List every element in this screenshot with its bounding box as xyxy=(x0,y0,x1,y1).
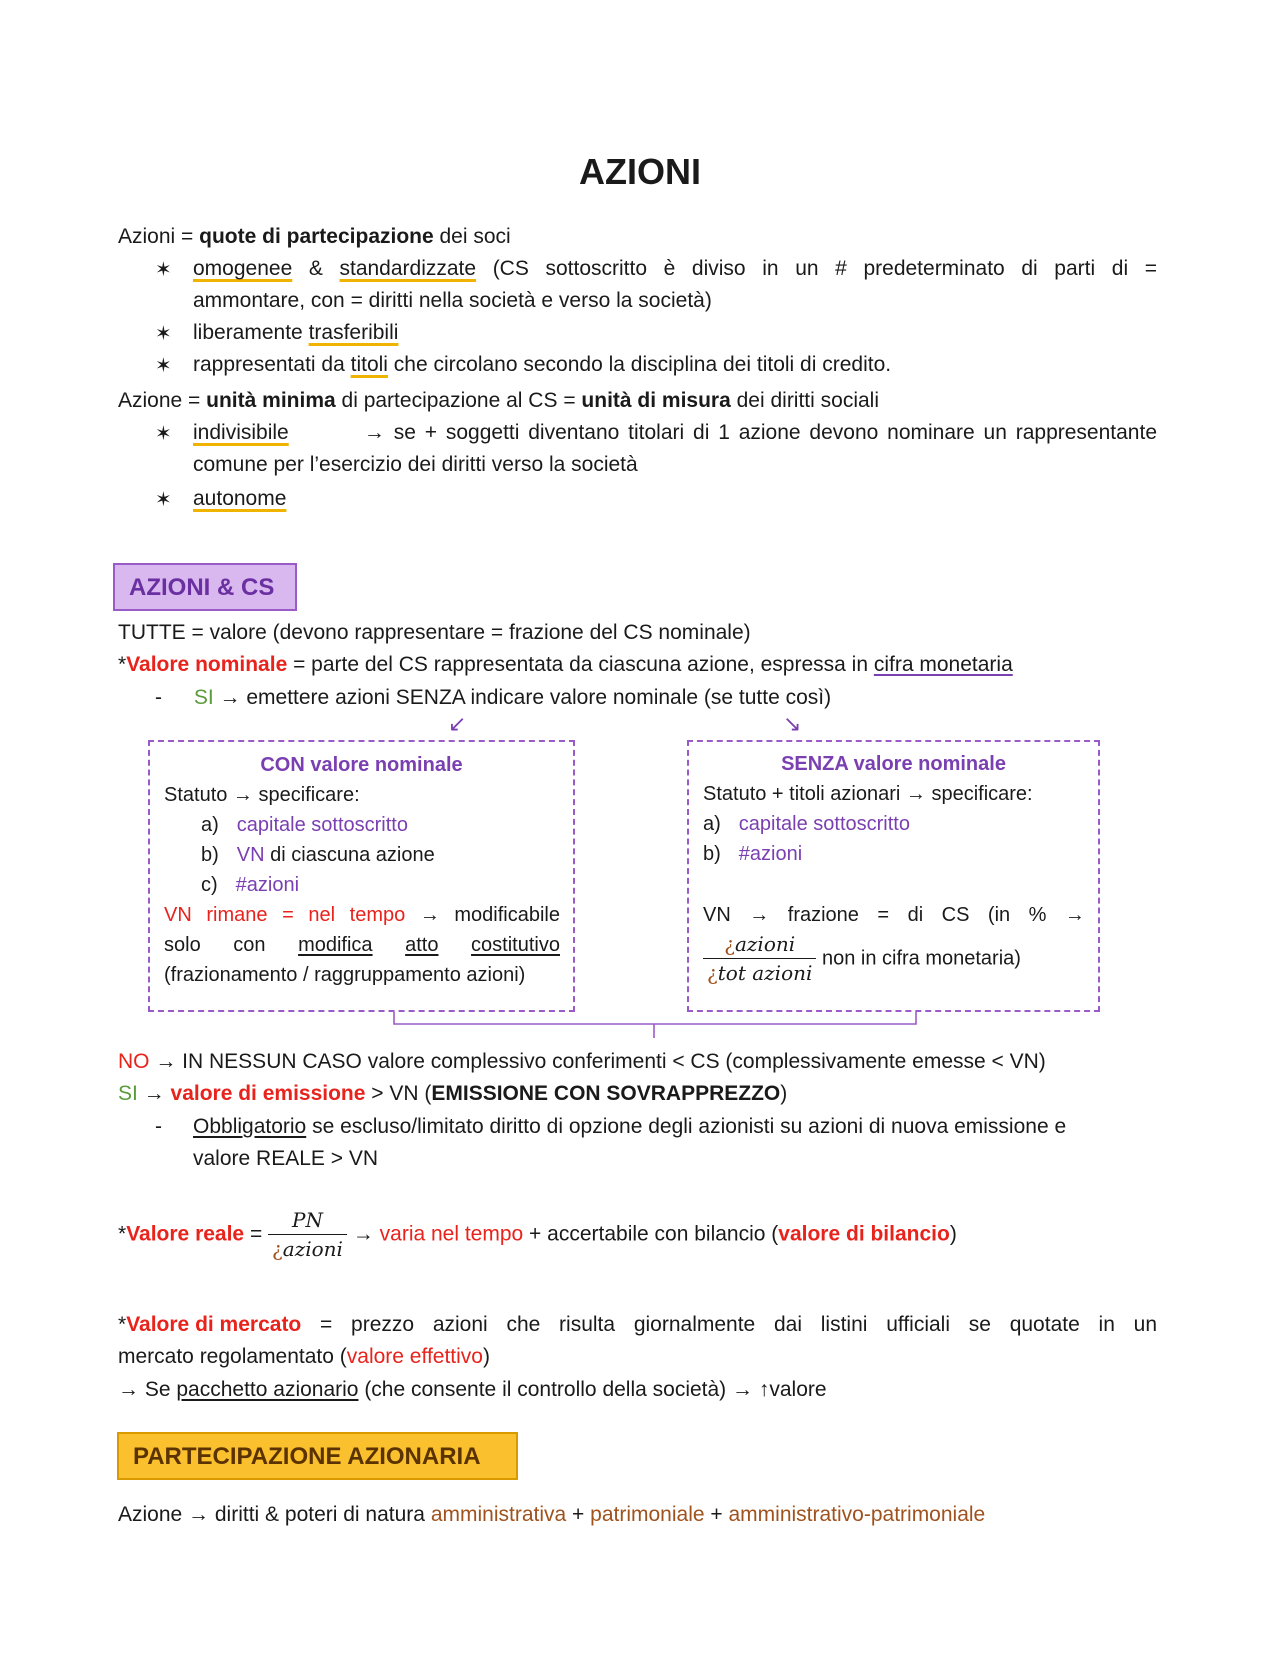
senza-box-title: SENZA valore nominale xyxy=(781,753,1006,775)
con-item-c: c) #azioni xyxy=(201,874,300,896)
si-emissione-line: SI → valore di emissione > VN (EMISSIONE CON SOVRAPPREZZO) xyxy=(118,1082,788,1105)
bullet-omogenee-line1: omogenee & standardizzate (CS sottoscritto è diviso in un # predeterminato di parti di = xyxy=(193,257,1157,280)
pacchetto-line: → Se pacchetto azionario (che consente il controllo della società) → ↑valore xyxy=(118,1378,827,1401)
obbligatorio-line2: valore REALE > VN xyxy=(193,1147,379,1170)
star-bullet-icon: ✶ xyxy=(155,423,172,445)
star-bullet-icon: ✶ xyxy=(155,489,172,511)
tutte-line: TUTTE = valore (devono rappresentare = frazione del CS nominale) xyxy=(118,621,751,644)
si-senza-line: - SI → emettere azioni SENZA indicare valore nominale (se tutte così) xyxy=(155,686,832,709)
star-bullet-icon: ✶ xyxy=(155,259,172,281)
arrow-down-right-icon: ↘ xyxy=(783,711,802,736)
star-bullet-icon: ✶ xyxy=(155,355,172,377)
obbligatorio-dash: - xyxy=(155,1115,162,1138)
bullet-omogenee-line2: ammontare, con = diritti nella società e verso la società) xyxy=(193,289,712,312)
pn-fraction: $\frac{PN}{\text{¿azioni}}$ xyxy=(268,1206,347,1263)
section-heading-azioni-cs: AZIONI & CS xyxy=(113,563,297,611)
partecipazione-line: Azione → diritti & poteri di natura amministrativa + patrimoniale + amministrativo-patrimoniale xyxy=(118,1503,986,1526)
valore-nominale-line: *Valore nominale = parte del CS rappresentata da ciascuna azione, espressa in cifra monetaria xyxy=(118,653,1013,676)
bullet-indivisibile-line2: comune per l’esercizio dei diritti verso la società xyxy=(193,453,638,476)
senza-item-b: b) #azioni xyxy=(703,843,803,865)
intro-line-azioni: Azioni = quote di partecipazione dei soci xyxy=(118,225,511,248)
section-heading-partecipazione: PARTECIPAZIONE AZIONARIA xyxy=(117,1432,518,1480)
senza-fraction-line: $\frac{\text{¿azioni}}{\text{¿tot azioni}}$ non in cifra monetaria) xyxy=(703,930,1021,987)
senza-statuto: Statuto + titoli azionari → specificare: xyxy=(703,783,1033,805)
obbligatorio-line1: Obbligatorio se escluso/limitato diritto di opzione degli azionisti su azioni di nuova emissione e xyxy=(193,1115,1067,1138)
brace-connector xyxy=(390,1010,920,1046)
senza-vn-frazione: VN → frazione = di CS (in % → xyxy=(703,904,1085,926)
valore-mercato-line1: *Valore di mercato = prezzo azioni che risulta giornalmente dai listini ufficiali se quotate in un xyxy=(118,1313,1157,1336)
valore-mercato-line2: mercato regolamentato (valore effettivo) xyxy=(118,1345,490,1368)
con-vn-rimane: VN rimane = nel tempo → modificabile xyxy=(164,904,560,926)
con-statuto: Statuto → specificare: xyxy=(164,784,360,806)
azioni-fraction: $\frac{\text{¿azioni}}{\text{¿tot azioni}}$ xyxy=(703,930,816,987)
bullet-autonome: autonome xyxy=(193,487,287,510)
bullet-trasferibili: liberamente trasferibili xyxy=(193,321,399,344)
valore-reale-line: *Valore reale = $\frac{PN}{\text{¿azioni}}$ → varia nel tempo + accertabile con bilancio (valore di bilancio) xyxy=(118,1208,957,1261)
intro-line-azione: Azione = unità minima di partecipazione al CS = unità di misura dei diritti sociali xyxy=(118,389,880,412)
bullet-indivisibile-line1: indivisibile → se + soggetti diventano titolari di 1 azione devono nominare un rappresentante xyxy=(193,421,1157,444)
con-item-b: b) VN di ciascuna azione xyxy=(201,844,435,866)
senza-item-a: a) capitale sottoscritto xyxy=(703,813,910,835)
con-solo-con: solo con modifica atto costitutivo xyxy=(164,934,560,956)
con-box-title: CON valore nominale xyxy=(260,754,463,776)
page-title: AZIONI xyxy=(579,151,701,192)
con-item-a: a) capitale sottoscritto xyxy=(201,814,408,836)
arrow-down-left-icon: ↙ xyxy=(448,711,467,736)
no-line: NO → IN NESSUN CASO valore complessivo conferimenti < CS (complessivamente emesse < VN) xyxy=(118,1050,1046,1073)
star-bullet-icon: ✶ xyxy=(155,323,172,345)
bullet-titoli: rappresentati da titoli che circolano secondo la disciplina dei titoli di credito. xyxy=(193,353,892,376)
con-frazionamento: (frazionamento / raggruppamento azioni) xyxy=(164,964,526,986)
